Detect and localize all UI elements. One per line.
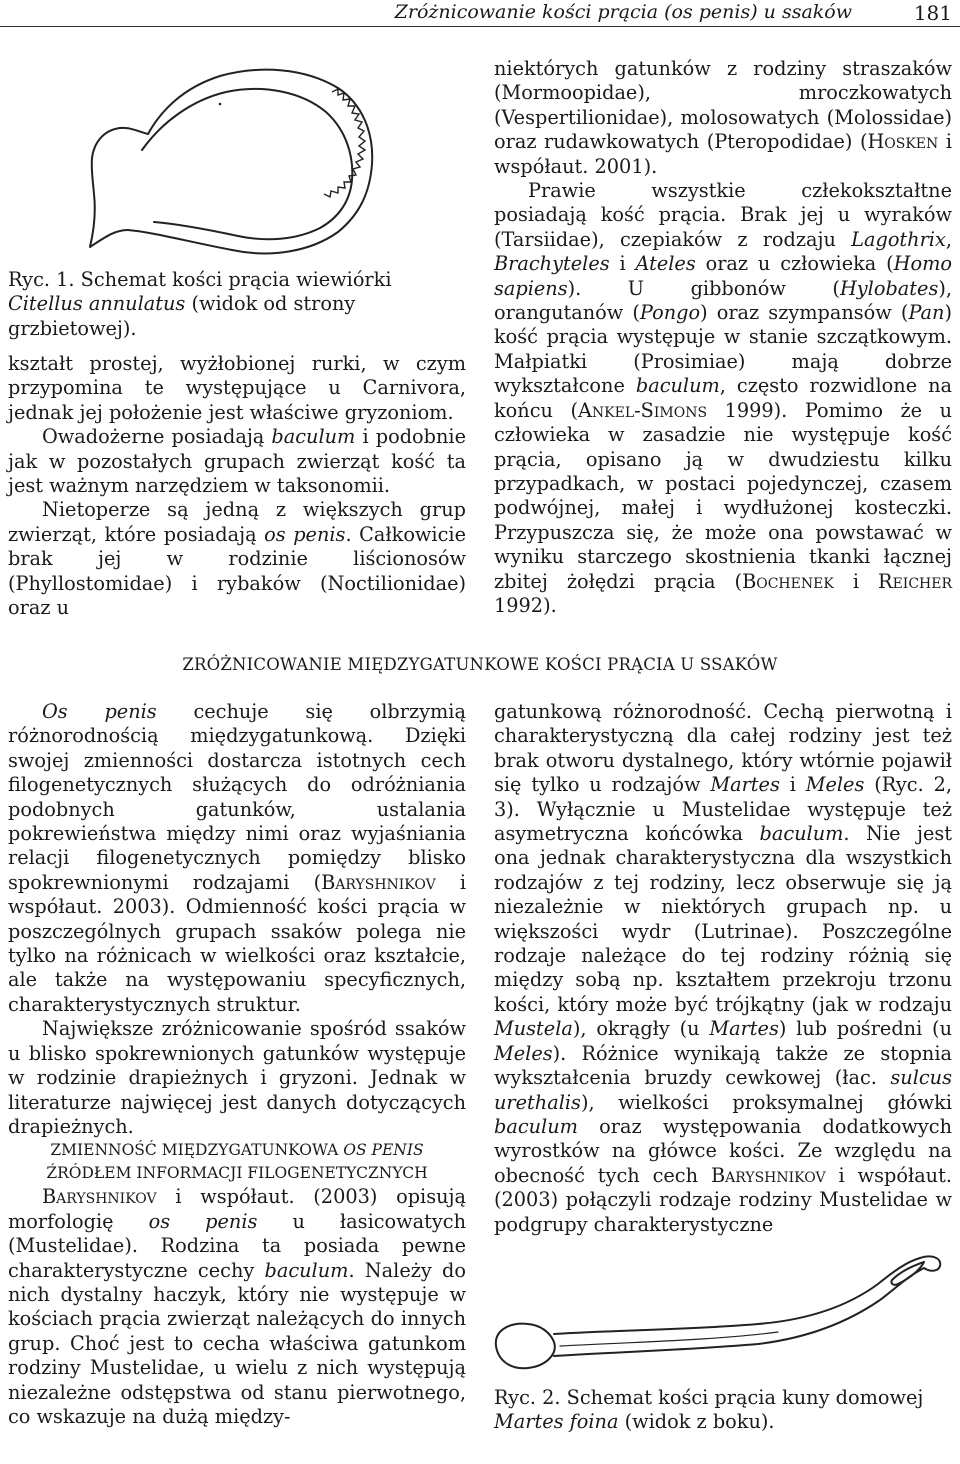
page-number: 181 xyxy=(913,1,952,25)
figure-1-label: Ryc. 1. xyxy=(8,268,75,291)
running-head-title: Zróżnicowanie kości prącia (os penis) u ssaków xyxy=(394,1,852,23)
species-name: Citellus annulatus xyxy=(8,292,186,316)
paragraph: Nietoperze są jedną z większych grup zwierząt, które posiadają os penis. Całkowicie brak jej w rodzinie liścionosów (Phyllostomidae) i rybaków (Noctilionidae) oraz u xyxy=(8,498,466,620)
figure-2-drawing xyxy=(488,1250,948,1380)
right-column-top xyxy=(494,57,952,618)
subsection-heading: ZMIENNOŚĆ MIĘDZYGATUNKOWA OS PENIS ŹRÓDŁEM INFORMACJI FILOGENETYCZNYCH xyxy=(46,1141,428,1183)
paragraph: gatunkową różnorodność. Cechą pierwotną i charakterystyczną dla całej rodziny jest też brak otworu dystalnego, który wtórnie pojawił się tylko u rodzajów Martes i Meles (Ryc. 2, 3). Wyłącznie u Mustelidae występuje też asymetryczna końcówka baculum. Nie jest ona jednak charakterystyczna dla wszystkich rodzajów z tej rodziny, lecz obserwuje się ją niezależnie w niektórych grupach np. u większości wydr (Lutrinae). Poszczególne rodzaje należące do tej rodziny różnią się między sobą np. kształtem przekroju trzonu kości, który może być trójkątny (jak w rodzaju Mustela), okrągły (u Martes) lub pośredni (u Meles). Różnice wynikają także ze stopnia wykształcenia bruzdy cewkowej (łac. sulcus urethalis), wielkości proksymalnej główki baculum oraz występowania dodatkowych wyrostków na główce kości. Ze względu na obecność tych cech Baryshnikov i współaut. (2003) połączyli rodzaje rodziny Mustelidae w podgrupy charakterystyczne xyxy=(494,700,952,1236)
paragraph: kształt prostej, wyżłobionej rurki, w czym przypomina te występujące u Carnivora, jednak jej położenie jest właściwe gryzoniom. xyxy=(8,352,466,424)
figure-1-drawing xyxy=(70,62,400,262)
paragraph: Baryshnikov i współaut. (2003) opisują morfologię os penis u łasicowatych (Mustelidae). Rodzina ta posiada pewne charakterystyczne cechy baculum. Należy do nich dystalny haczyk, który nie występuje w kościach prącia zwierząt należących do innych grup. Choć jest to cecha właściwa gatunkom rodziny Mustelidae, u wielu z nich występują niezależne odstępstwa od stanu pierwotnego, co wskazuje na dużą między- xyxy=(8,1185,466,1428)
left-column-top xyxy=(8,352,466,620)
paragraph: Największe zróżnicowanie spośród ssaków u blisko spokrewnionych gatunków występuje w rodzinie drapieżnych i gryzoni. Jednak w literaturze najwięcej jest danych dotyczących drapieżnych. xyxy=(8,1017,466,1138)
section-heading: ZRÓŻNICOWANIE MIĘDZYGATUNKOWE KOŚCI PRĄCIA U SSAKÓW xyxy=(182,655,778,674)
paragraph: Prawie wszystkie człekokształtne posiadają kość prącia. Brak jej u wyraków (Tarsiidae), czepiaków z rodzaju Lagothrix, Brachyteles i Ateles oraz u człowieka (Homo sapiens). U gibbonów (Hylobates), orangutanów (Pongo) oraz szympansów (Pan) kość prącia występuje w stanie szczątkowym. Małpiatki (Prosimiae) mają dobrze wykształcone baculum, często rozwidlone na końcu (Ankel-Simons 1999). Pomimo że u człowieka w zasadzie nie występuje kość prącia, opisano ją w dwudziestu kilku przypadkach, w postaci pojedynczej, czasem podwójnej, małej i wydłużonej kosteczki. Przypuszcza się, że może ona powstawać w wyniku starczego skostnienia tkanki łącznej zbitej żołędzi prącia (Bochenek i Reicher 1992). xyxy=(494,179,952,617)
paragraph: Os penis cechuje się olbrzymią różnorodnością międzygatunkową. Dzięki swojej zmienności dostarcza istotnych cech filogenetycznych służących do odróżniania podobnych gatunków, ustalania pokrewieństwa między nimi oraz wyjaśniania relacji filogenetycznych pomiędzy blisko spokrewnionymi rodzajami (Baryshnikov i współaut. 2003). Odmienność kości prącia w poszczególnych grupach ssaków polega nie tylko na różnicach w wielkości oraz kształcie, ale także na występowaniu specyficznych, charakterystycznych struktur. xyxy=(8,700,467,1016)
figure-2-label: Ryc. 2. xyxy=(494,1386,561,1409)
paragraph: niektórych gatunków z rodziny straszaków (Mormoopidae), mroczkowatych (Vespertilionidae), molosowatych (Molossidae) oraz rudawkowatych (Pteropodidae) (Hosken i współaut. 2001). xyxy=(494,57,952,178)
left-column-bottom xyxy=(8,700,466,1429)
running-head xyxy=(0,0,960,27)
paragraph: Owadożerne posiadają baculum i podobnie jak w pozostałych grupach zwierząt kość ta jest ważnym narzędziem w taksonomii. xyxy=(8,425,466,498)
figure-2-caption: Ryc. 2. Schemat kości prącia kuny domowej Martes foina (widok z boku). xyxy=(494,1386,924,1434)
right-column-bottom xyxy=(494,700,952,1237)
figure-1-caption: Ryc. 1. Schemat kości prącia wiewiórki Citellus annulatus (widok od strony grzbietowej). xyxy=(8,268,392,340)
species-name: Martes foina xyxy=(494,1410,619,1434)
